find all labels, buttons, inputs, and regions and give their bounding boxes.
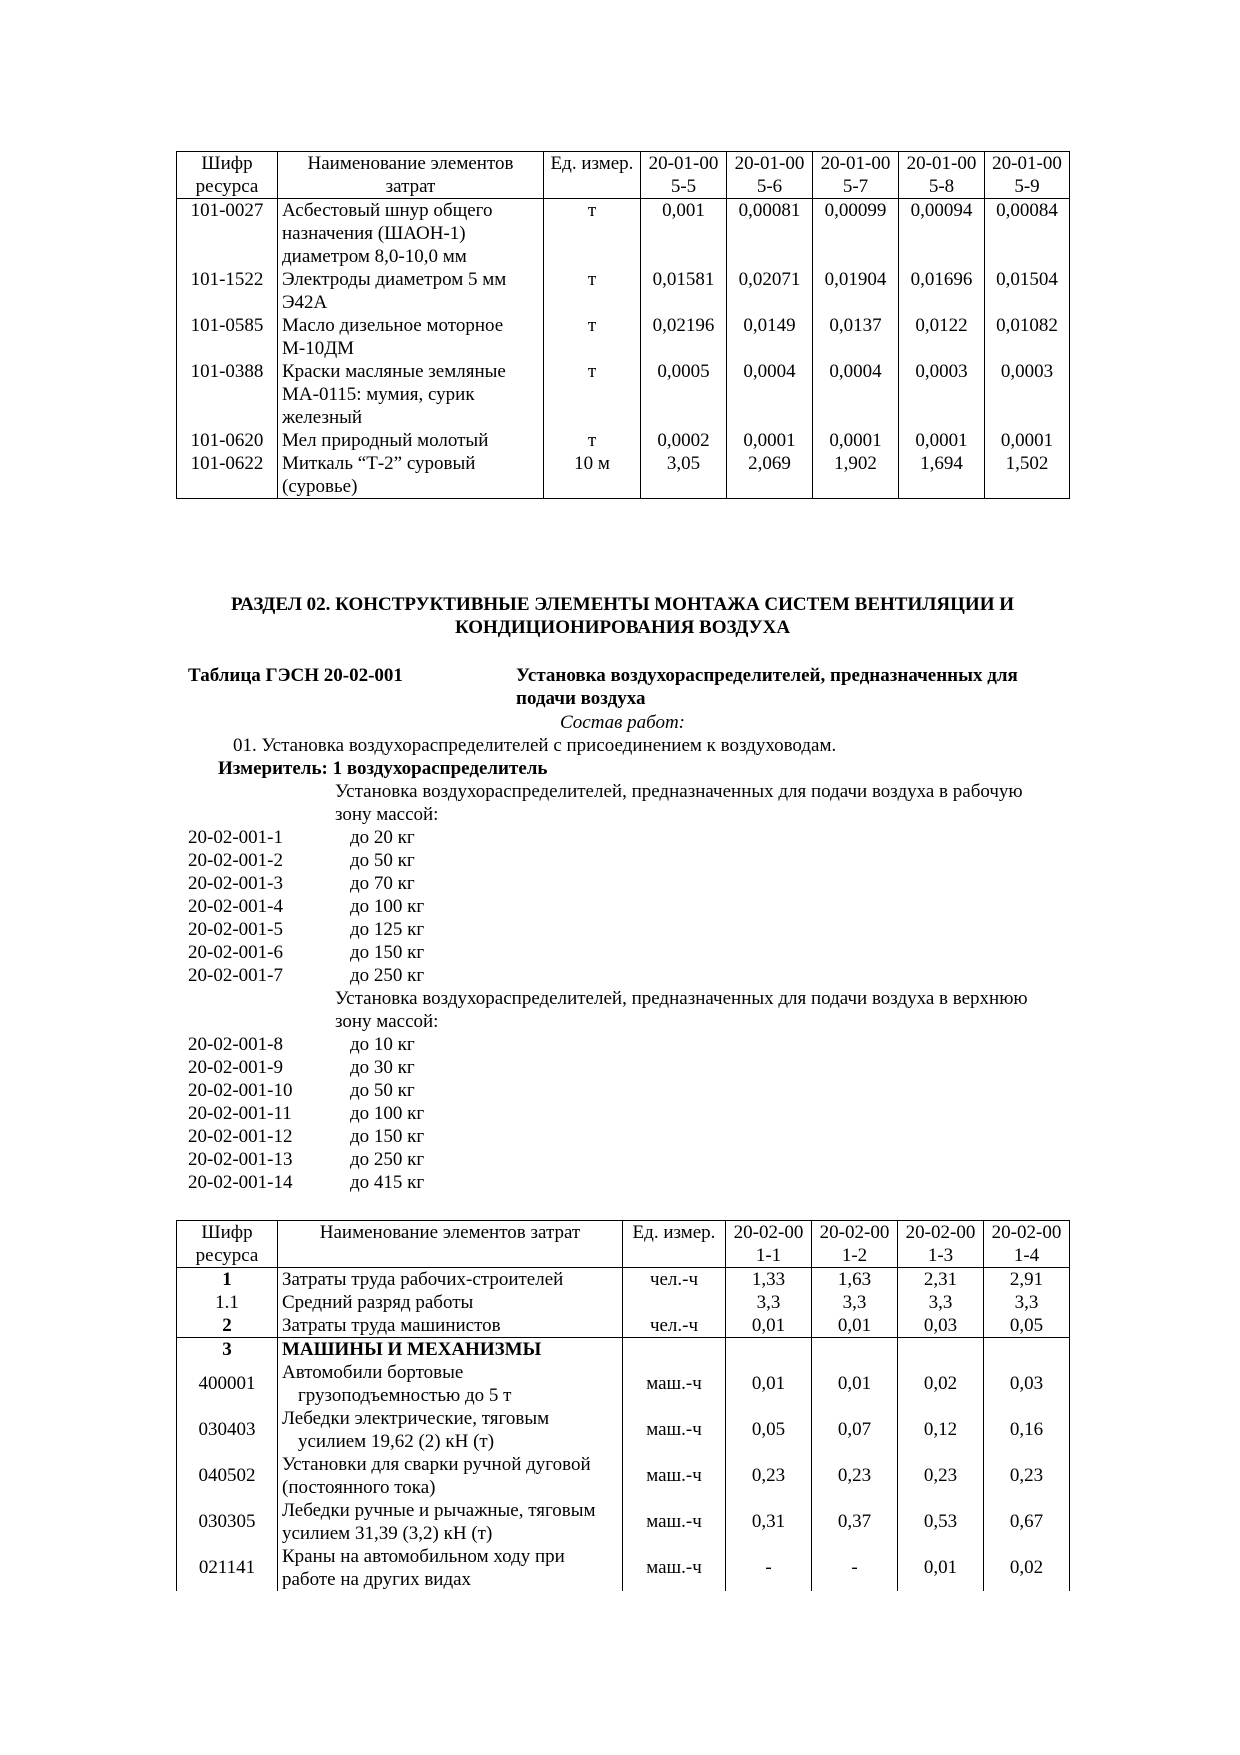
resource-value: 3,3 <box>726 1291 812 1314</box>
resource-unit: чел.-ч <box>623 1314 726 1338</box>
works-title: Состав работ: <box>559 712 686 733</box>
norm-code: 20-02-001-8 <box>188 1034 283 1055</box>
header-col: 20-02-001-2 <box>812 1221 898 1268</box>
resource-value: 0,01904 <box>813 268 899 314</box>
norm-value: до 20 кг <box>350 827 415 848</box>
resource-value: 3,05 <box>641 452 727 499</box>
resource-value: 0,0122 <box>899 314 985 360</box>
resource-unit: маш.-ч <box>623 1545 726 1591</box>
resource-name: Асбестовый шнур общего назначения (ШАОН-1) диаметром 8,0-10,0 мм <box>278 199 544 269</box>
resource-code: 2 <box>177 1314 278 1338</box>
resources-table-2 <box>176 1220 1070 1591</box>
resource-value: 0,12 <box>898 1407 984 1453</box>
resource-unit: т <box>544 314 641 360</box>
resource-value: 0,0002 <box>641 429 727 452</box>
resource-value: 0,01 <box>812 1361 898 1407</box>
resource-value: 0,03 <box>984 1361 1070 1407</box>
resource-value: - <box>726 1545 812 1591</box>
resource-value: 0,00099 <box>813 199 899 269</box>
resource-value: 1,902 <box>813 452 899 499</box>
resource-name: Лебедки ручные и рычажные, тяговым усилием 31,39 (3,2) кН (т) <box>278 1499 623 1545</box>
resource-name: Установки для сварки ручной дуговой (постоянного тока) <box>278 1453 623 1499</box>
header-name: Наименование элементов затрат <box>278 1221 623 1268</box>
norm-code: 20-02-001-7 <box>188 965 283 986</box>
table-row <box>177 1499 1070 1545</box>
resource-value: 3,3 <box>812 1291 898 1314</box>
norm-value: до 250 кг <box>350 965 425 986</box>
resource-value: 0,23 <box>726 1453 812 1499</box>
list-item <box>188 895 1068 918</box>
norm-value: до 150 кг <box>350 1126 425 1147</box>
resource-value: 0,16 <box>984 1407 1070 1453</box>
list-item <box>188 826 1068 849</box>
resource-value: 0,01 <box>812 1314 898 1338</box>
resource-code: 400001 <box>177 1361 278 1407</box>
resource-value: 0,02071 <box>727 268 813 314</box>
list-item <box>188 849 1068 872</box>
resource-value: 0,0001 <box>727 429 813 452</box>
resource-name: Краски масляные земляные МА-0115: мумия, сурик железный <box>278 360 544 429</box>
resource-value: 0,67 <box>984 1499 1070 1545</box>
list-item <box>188 1033 1068 1056</box>
resource-value: 0,0137 <box>813 314 899 360</box>
norm-code: 20-02-001-3 <box>188 873 283 894</box>
resource-value: - <box>812 1545 898 1591</box>
table-row <box>177 1545 1070 1591</box>
resource-value: 0,0004 <box>727 360 813 429</box>
resource-code: 030305 <box>177 1499 278 1545</box>
list-item <box>188 1056 1068 1079</box>
resource-unit <box>623 1291 726 1314</box>
header-col: 20-01-005-5 <box>641 152 727 199</box>
header-col: 20-02-001-3 <box>898 1221 984 1268</box>
resource-value: 0,00081 <box>727 199 813 269</box>
resource-value: 1,694 <box>899 452 985 499</box>
resource-value: 0,02 <box>898 1361 984 1407</box>
group-title: Установка воздухораспределителей, предназначенных для подачи воздуха в рабочую зону массой: <box>335 781 1023 825</box>
resource-value: 0,0003 <box>985 360 1070 429</box>
resource-value: 0,01082 <box>985 314 1070 360</box>
table-row <box>177 360 1070 429</box>
norm-code: 20-02-001-13 <box>188 1149 293 1170</box>
resource-code: 101-0388 <box>177 360 278 429</box>
resource-value: 0,01581 <box>641 268 727 314</box>
resource-name: Лебедки электрические, тяговым усилием 19,62 (2) кН (т) <box>278 1407 623 1453</box>
norm-value: до 50 кг <box>350 1080 415 1101</box>
norm-code: 20-02-001-2 <box>188 850 283 871</box>
resource-name: Электроды диаметром 5 мм Э42А <box>278 268 544 314</box>
header-unit: Ед. измер. <box>623 1221 726 1268</box>
resource-unit: 10 м <box>544 452 641 499</box>
list-item <box>188 1079 1068 1102</box>
resource-name: Мел природный молотый <box>278 429 544 452</box>
norm-value: до 100 кг <box>350 896 425 917</box>
resource-unit: т <box>544 199 641 269</box>
resource-code: 040502 <box>177 1453 278 1499</box>
resource-unit: маш.-ч <box>623 1453 726 1499</box>
table-header-row <box>177 152 1070 199</box>
resource-code: 3 <box>177 1338 278 1362</box>
norm-value: до 125 кг <box>350 919 425 940</box>
norm-value: до 50 кг <box>350 850 415 871</box>
resource-code: 1.1 <box>177 1291 278 1314</box>
norm-value: до 30 кг <box>350 1057 415 1078</box>
resource-value: 3,3 <box>898 1291 984 1314</box>
header-col: 20-02-001-4 <box>984 1221 1070 1268</box>
norms-list <box>188 780 1068 1194</box>
resource-value: 0,53 <box>898 1499 984 1545</box>
resource-name: Краны на автомобильном ходу при работе на других видах <box>278 1545 623 1591</box>
resource-value: 0,37 <box>812 1499 898 1545</box>
resource-name: Автомобили бортовые грузоподъемностью до 5 т <box>278 1361 623 1407</box>
resource-value: 0,03 <box>898 1314 984 1338</box>
header-col: 20-01-005-8 <box>899 152 985 199</box>
table-row <box>177 1407 1070 1453</box>
table-name: Установка воздухораспределителей, предназначенных для подачи воздуха <box>516 665 1018 709</box>
table-row <box>177 314 1070 360</box>
resource-value: 0,0003 <box>899 360 985 429</box>
resource-code: 101-0585 <box>177 314 278 360</box>
header-code: Шифр ресурса <box>177 152 278 199</box>
table-row <box>177 1338 1070 1362</box>
table-row <box>177 1361 1070 1407</box>
resource-name: Масло дизельное моторное М-10ДМ <box>278 314 544 360</box>
resource-value <box>984 1338 1070 1362</box>
section-title: РАЗДЕЛ 02. КОНСТРУКТИВНЫЕ ЭЛЕМЕНТЫ МОНТАЖА СИСТЕМ ВЕНТИЛЯЦИИ И КОНДИЦИОНИРОВАНИЯ ВОЗДУХА <box>230 594 1015 638</box>
resource-value: 1,502 <box>985 452 1070 499</box>
resource-value: 1,33 <box>726 1268 812 1292</box>
table-number: Таблица ГЭСН 20-02-001 <box>188 665 403 686</box>
resource-code: 030403 <box>177 1407 278 1453</box>
resource-value: 0,0005 <box>641 360 727 429</box>
resource-value: 0,001 <box>641 199 727 269</box>
norm-code: 20-02-001-12 <box>188 1126 293 1147</box>
resource-value: 0,31 <box>726 1499 812 1545</box>
resource-unit: т <box>544 429 641 452</box>
resource-name: Миткаль “Т-2” суровый (суровье) <box>278 452 544 499</box>
resource-value: 0,05 <box>726 1407 812 1453</box>
resource-value: 2,31 <box>898 1268 984 1292</box>
table-row <box>177 1453 1070 1499</box>
group-items <box>188 1033 1068 1194</box>
resource-value <box>898 1338 984 1362</box>
resource-name: Затраты труда машинистов <box>278 1314 623 1338</box>
norm-code: 20-02-001-9 <box>188 1057 283 1078</box>
norm-code: 20-02-001-5 <box>188 919 283 940</box>
resource-value: 0,23 <box>812 1453 898 1499</box>
table-row <box>177 268 1070 314</box>
header-name: Наименование элементов затрат <box>278 152 544 199</box>
list-item <box>188 941 1068 964</box>
meter: Измеритель: 1 воздухораспределитель <box>218 758 548 779</box>
resource-unit: маш.-ч <box>623 1499 726 1545</box>
norm-code: 20-02-001-11 <box>188 1103 292 1124</box>
table-row <box>177 452 1070 499</box>
resource-unit: чел.-ч <box>623 1268 726 1292</box>
resource-value: 0,0149 <box>727 314 813 360</box>
table-header-row <box>177 1221 1070 1268</box>
resource-code: 1 <box>177 1268 278 1292</box>
header-col: 20-01-005-6 <box>727 152 813 199</box>
list-item <box>188 1125 1068 1148</box>
resource-name: МАШИНЫ И МЕХАНИЗМЫ <box>278 1338 623 1362</box>
header-col: 20-01-005-9 <box>985 152 1070 199</box>
norm-value: до 415 кг <box>350 1172 425 1193</box>
resource-value: 3,3 <box>984 1291 1070 1314</box>
norm-code: 20-02-001-4 <box>188 896 283 917</box>
norm-code: 20-02-001-14 <box>188 1172 293 1193</box>
table-row <box>177 429 1070 452</box>
resource-value: 0,23 <box>984 1453 1070 1499</box>
norm-code: 20-02-001-6 <box>188 942 283 963</box>
works-item: 01. Установка воздухораспределителей с присоединением к воздуховодам. <box>233 735 837 756</box>
table-row <box>177 1291 1070 1314</box>
norm-code: 20-02-001-1 <box>188 827 283 848</box>
table-row <box>177 199 1070 269</box>
norm-value: до 150 кг <box>350 942 425 963</box>
resource-unit: маш.-ч <box>623 1361 726 1407</box>
resource-unit: маш.-ч <box>623 1407 726 1453</box>
resource-value: 2,91 <box>984 1268 1070 1292</box>
list-item <box>188 1171 1068 1194</box>
norm-value: до 10 кг <box>350 1034 415 1055</box>
list-item <box>188 964 1068 987</box>
resource-value: 2,069 <box>727 452 813 499</box>
resource-value: 0,01696 <box>899 268 985 314</box>
resource-unit: т <box>544 360 641 429</box>
resource-value: 0,0001 <box>813 429 899 452</box>
resources-table-1 <box>176 151 1070 499</box>
header-col: 20-01-005-7 <box>813 152 899 199</box>
resource-value: 0,02196 <box>641 314 727 360</box>
resource-value: 0,05 <box>984 1314 1070 1338</box>
resource-value <box>726 1338 812 1362</box>
resource-value: 0,07 <box>812 1407 898 1453</box>
resource-value: 0,01 <box>898 1545 984 1591</box>
resource-code: 101-0027 <box>177 199 278 269</box>
header-col: 20-02-001-1 <box>726 1221 812 1268</box>
resource-value: 0,00094 <box>899 199 985 269</box>
table-row <box>177 1314 1070 1338</box>
header-code: Шифр ресурса <box>177 1221 278 1268</box>
resource-unit <box>623 1338 726 1362</box>
resource-value: 0,00084 <box>985 199 1070 269</box>
group-title: Установка воздухораспределителей, предназначенных для подачи воздуха в верхнюю зону массой: <box>335 988 1028 1032</box>
norm-value: до 100 кг <box>350 1103 425 1124</box>
norm-value: до 70 кг <box>350 873 415 894</box>
resource-unit: т <box>544 268 641 314</box>
norm-value: до 250 кг <box>350 1149 425 1170</box>
resource-value: 1,63 <box>812 1268 898 1292</box>
resource-value: 0,0004 <box>813 360 899 429</box>
resource-value: 0,01504 <box>985 268 1070 314</box>
resource-value: 0,01 <box>726 1361 812 1407</box>
list-item <box>188 872 1068 895</box>
list-item <box>188 918 1068 941</box>
resource-value: 0,01 <box>726 1314 812 1338</box>
resource-value: 0,0001 <box>985 429 1070 452</box>
resource-value: 0,23 <box>898 1453 984 1499</box>
resource-code: 101-0622 <box>177 452 278 499</box>
norm-code: 20-02-001-10 <box>188 1080 293 1101</box>
header-unit: Ед. измер. <box>544 152 641 199</box>
list-item <box>188 1102 1068 1125</box>
resource-code: 101-1522 <box>177 268 278 314</box>
group-items <box>188 826 1068 987</box>
resource-value <box>812 1338 898 1362</box>
resource-name: Затраты труда рабочих-строителей <box>278 1268 623 1292</box>
resource-code: 021141 <box>177 1545 278 1591</box>
table-row <box>177 1268 1070 1292</box>
resource-name: Средний разряд работы <box>278 1291 623 1314</box>
resource-value: 0,0001 <box>899 429 985 452</box>
resource-code: 101-0620 <box>177 429 278 452</box>
resource-value: 0,02 <box>984 1545 1070 1591</box>
list-item <box>188 1148 1068 1171</box>
